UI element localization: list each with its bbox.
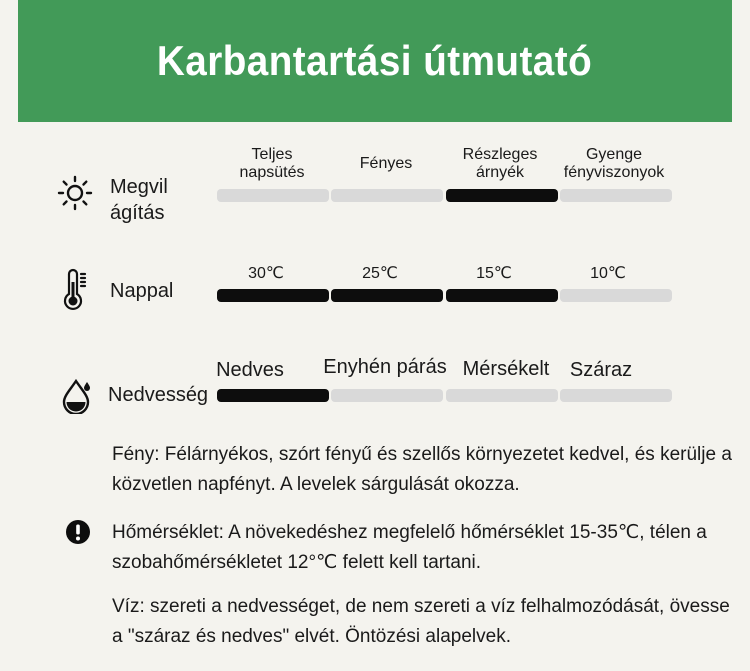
humidity-level-bar	[217, 389, 329, 402]
humidity-level-label: Enyhén párás	[323, 356, 447, 378]
exclamation-icon	[65, 519, 91, 545]
light-level-bar	[217, 189, 329, 202]
light-label: Megvil ágítás	[110, 176, 168, 224]
temperature-level-label: 15℃	[476, 265, 512, 282]
light-level-label: Gyenge fényviszonyok	[563, 146, 665, 181]
light-level-bar	[446, 189, 558, 202]
humidity-level-bar	[331, 389, 443, 402]
humidity-level-label: Nedves	[216, 359, 284, 381]
humidity-level-bar	[446, 389, 558, 402]
humidity-level-label: Száraz	[569, 359, 633, 381]
temperature-level-label: 30℃	[248, 265, 284, 282]
thermometer-icon	[61, 268, 93, 312]
water-drop-icon	[58, 378, 94, 414]
page-title: Karbantartási útmutató	[157, 37, 593, 84]
humidity-level-label: Mérsékelt	[462, 358, 550, 380]
header-banner	[18, 0, 732, 122]
light-level-bar	[560, 189, 672, 202]
temperature-level-bar	[331, 289, 443, 302]
light-note: Fény: Félárnyékos, szórt fényű és szellős környezetet kedvel, és kerülje a közvetlen napfényt. A levelek sárgulását okozza.	[112, 444, 732, 495]
temperature-level-label: 10℃	[590, 265, 626, 282]
light-level-label: Részleges árnyék	[462, 146, 538, 181]
temperature-note: Hőmérséklet: A növekedéshez megfelelő hőmérséklet 15-35℃, télen a szobahőmérsékletet 12°℃ felett kell tartani.	[112, 522, 707, 573]
light-level-label: Teljes napsütés	[239, 146, 305, 181]
water-note: Víz: szereti a nedvességet, de nem szereti a víz felhalmozódását, övesse a "száraz és nedves" elvét. Öntözési alapelvek.	[112, 596, 730, 647]
temperature-level-bar	[446, 289, 558, 302]
temperature-label: Nappal	[110, 280, 174, 302]
humidity-label: Nedvesség	[108, 384, 209, 406]
light-level-label: Fényes	[359, 155, 413, 172]
temperature-level-label: 25℃	[362, 265, 398, 282]
light-level-bar	[331, 189, 443, 202]
humidity-level-bar	[560, 389, 672, 402]
temperature-level-bar	[560, 289, 672, 302]
temperature-level-bar	[217, 289, 329, 302]
sun-icon	[56, 174, 94, 212]
